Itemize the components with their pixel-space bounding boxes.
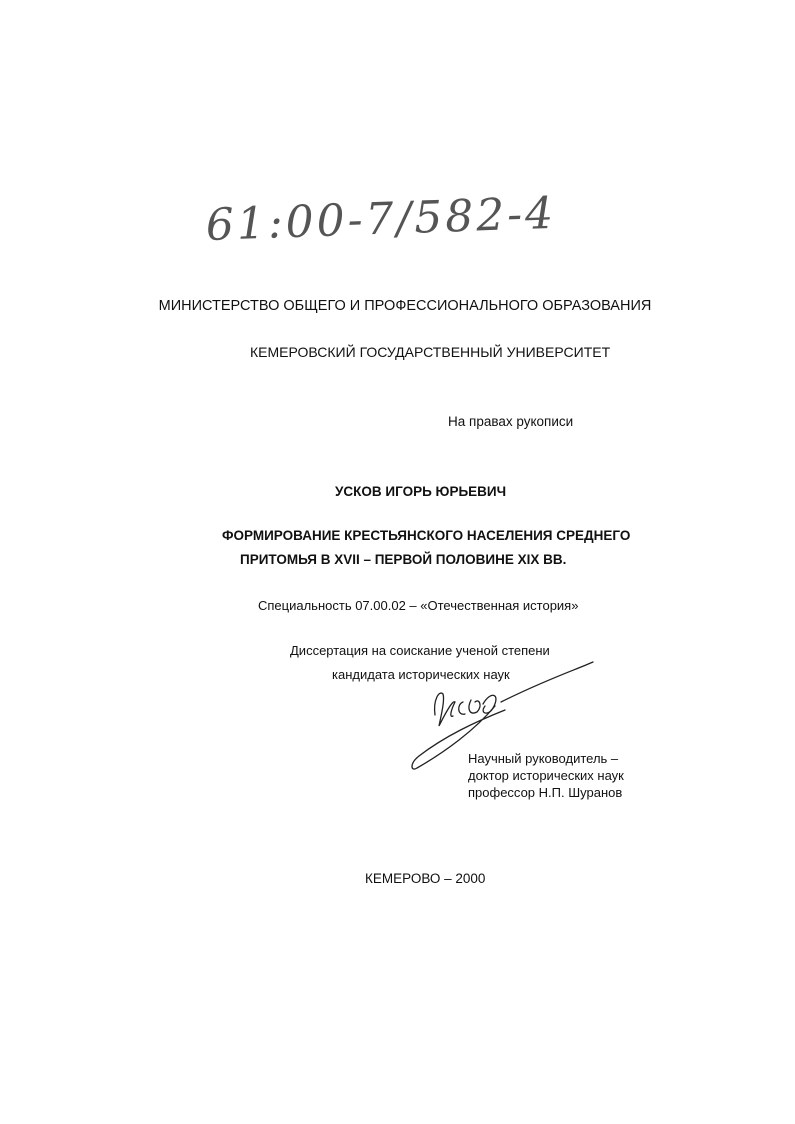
city-year: КЕМЕРОВО – 2000 — [365, 871, 486, 886]
author-name: УСКОВ ИГОРЬ ЮРЬЕВИЧ — [335, 484, 507, 499]
dissertation-line-1: Диссертация на соискание ученой степени — [290, 643, 550, 658]
specialty-line: Специальность 07.00.02 – «Отечественная история» — [258, 598, 579, 613]
dissertation-line-2: кандидата исторических наук — [332, 667, 510, 682]
handwritten-archive-number: 61:00-7/582-4 — [205, 187, 557, 251]
thesis-title-line-1: ФОРМИРОВАНИЕ КРЕСТЬЯНСКОГО НАСЕЛЕНИЯ СРЕДНЕГО — [222, 528, 631, 543]
supervisor-line-2: доктор исторических наук — [468, 768, 624, 783]
ministry-heading: МИНИСТЕРСТВО ОБЩЕГО И ПРОФЕССИОНАЛЬНОГО ОБРАЗОВАНИЯ — [158, 298, 652, 314]
university-heading: КЕМЕРОВСКИЙ ГОСУДАРСТВЕННЫЙ УНИВЕРСИТЕТ — [250, 344, 611, 360]
supervisor-line-3: профессор Н.П. Шуранов — [468, 785, 623, 800]
thesis-title-line-2: ПРИТОМЬЯ В XVII – ПЕРВОЙ ПОЛОВИНЕ XIX ВВ. — [240, 552, 567, 567]
supervisor-line-1: Научный руководитель – — [468, 751, 619, 766]
rights-note: На правах рукописи — [448, 414, 574, 429]
